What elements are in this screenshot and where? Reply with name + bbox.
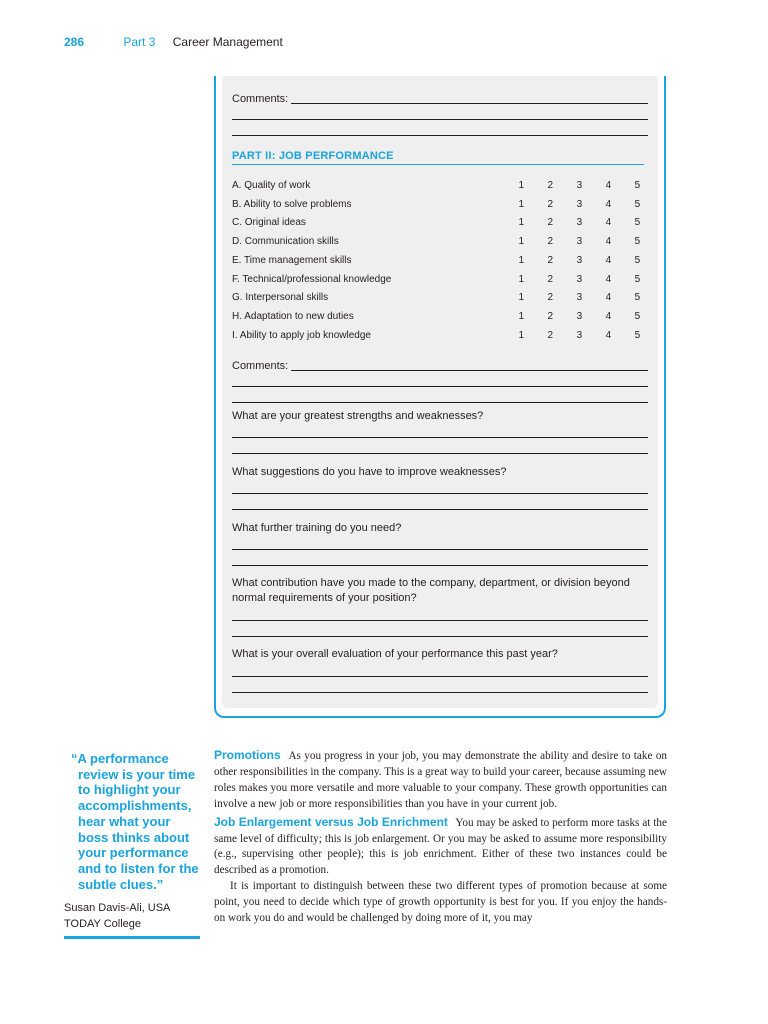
rating-option[interactable]: 5 bbox=[634, 198, 641, 210]
comments-label: Comments: bbox=[232, 360, 289, 372]
rating-option[interactable]: 3 bbox=[576, 217, 583, 229]
self-evaluation-form bbox=[214, 76, 666, 718]
answer-line[interactable] bbox=[232, 493, 648, 494]
rating-option[interactable]: 2 bbox=[547, 310, 554, 322]
criterion-label: D. Communication skills bbox=[232, 236, 339, 248]
rating-option[interactable]: 4 bbox=[605, 254, 612, 266]
rating-option[interactable]: 5 bbox=[634, 217, 641, 229]
criterion-label: C. Original ideas bbox=[232, 217, 306, 229]
distinguish-paragraph: It is important to distinguish between these two different types of promotion because at some point, you need to decide which type of growth opportunity is best for you. If you enjoy the hands-on work you do and would be challenged by doing more of it, you may bbox=[214, 880, 667, 925]
rating-option[interactable]: 1 bbox=[518, 273, 525, 285]
rating-option[interactable]: 2 bbox=[547, 273, 554, 285]
page-number: 286 bbox=[64, 35, 85, 49]
question-training: What further training do you need? bbox=[232, 522, 402, 534]
chapter-title: Career Management bbox=[172, 35, 283, 49]
criterion-label: H. Adaptation to new duties bbox=[232, 310, 354, 322]
criterion-label: B. Ability to solve problems bbox=[232, 198, 352, 210]
rating-option[interactable]: 5 bbox=[634, 292, 641, 304]
rating-option[interactable]: 5 bbox=[634, 329, 641, 341]
rating-option[interactable]: 5 bbox=[634, 310, 641, 322]
form-panel bbox=[222, 76, 658, 708]
rating-option[interactable]: 3 bbox=[576, 329, 583, 341]
rating-option[interactable]: 1 bbox=[518, 329, 525, 341]
rating-row bbox=[232, 289, 652, 308]
rating-table bbox=[232, 177, 652, 345]
sidebar-rule bbox=[64, 936, 200, 939]
rating-row bbox=[232, 177, 652, 196]
question-strengths: What are your greatest strengths and weaknesses? bbox=[232, 410, 484, 422]
rating-option[interactable]: 3 bbox=[576, 273, 583, 285]
rating-option[interactable]: 3 bbox=[576, 310, 583, 322]
rating-option[interactable]: 4 bbox=[605, 217, 612, 229]
answer-line[interactable] bbox=[232, 620, 648, 621]
rating-option[interactable]: 1 bbox=[518, 198, 525, 210]
criterion-label: F. Technical/professional knowledge bbox=[232, 273, 392, 285]
promotions-paragraph bbox=[214, 748, 667, 813]
part-label: Part 3 bbox=[123, 35, 156, 49]
rating-option[interactable]: 2 bbox=[547, 292, 554, 304]
quote-author: Susan Davis-Ali, USA bbox=[64, 902, 171, 915]
promotions-text: As you progress in your job, you may demonstrate the ability and desire to take on other responsibilities in the company. This is a great way to build your career, because assuming new roles makes you more versatile and more valuable to your company. These growth opportunities can involve a new job or more responsibilities than you have in your current job. bbox=[214, 750, 668, 810]
enlargement-paragraph bbox=[214, 815, 667, 880]
running-head bbox=[64, 35, 283, 49]
quote-source: TODAY College bbox=[64, 918, 142, 931]
rating-option[interactable]: 4 bbox=[605, 273, 612, 285]
promotions-heading: Promotions bbox=[214, 748, 281, 762]
body-text bbox=[214, 748, 667, 927]
answer-line[interactable] bbox=[232, 386, 648, 387]
rating-option[interactable]: 4 bbox=[605, 180, 612, 191]
answer-line[interactable] bbox=[232, 636, 648, 637]
rating-option[interactable]: 5 bbox=[634, 273, 641, 285]
quote-attribution bbox=[64, 900, 200, 932]
rating-row bbox=[232, 327, 652, 346]
answer-line[interactable] bbox=[232, 402, 648, 403]
rating-option[interactable]: 2 bbox=[547, 217, 554, 229]
answer-line[interactable] bbox=[232, 565, 648, 566]
rating-option[interactable]: 3 bbox=[576, 236, 583, 248]
question-suggestions: What suggestions do you have to improve weaknesses? bbox=[232, 466, 507, 478]
answer-line[interactable] bbox=[232, 135, 648, 136]
rating-option[interactable]: 5 bbox=[634, 254, 641, 266]
part2-comments bbox=[232, 359, 648, 373]
answer-line[interactable] bbox=[232, 692, 648, 693]
question-overall: What is your overall evaluation of your performance this past year? bbox=[232, 648, 558, 660]
rating-option[interactable]: 4 bbox=[605, 329, 612, 341]
criterion-label: E. Time management skills bbox=[232, 254, 352, 266]
rating-option[interactable]: 3 bbox=[576, 254, 583, 266]
part2-title: PART II: JOB PERFORMANCE bbox=[232, 150, 644, 165]
rating-option[interactable]: 1 bbox=[518, 180, 525, 191]
rating-option[interactable]: 2 bbox=[547, 329, 554, 341]
rating-row bbox=[232, 252, 652, 271]
rating-option[interactable]: 5 bbox=[634, 180, 641, 191]
answer-line[interactable] bbox=[232, 119, 648, 120]
pull-quote-sidebar bbox=[64, 751, 200, 939]
part1-comments bbox=[232, 92, 648, 106]
rating-option[interactable]: 5 bbox=[634, 236, 641, 248]
criterion-label: G. Interpersonal skills bbox=[232, 292, 329, 304]
rating-option[interactable]: 2 bbox=[547, 254, 554, 266]
rating-option[interactable]: 4 bbox=[605, 310, 612, 322]
answer-line[interactable] bbox=[232, 437, 648, 438]
rating-option[interactable]: 1 bbox=[518, 292, 525, 304]
question-contribution: What contribution have you made to the company, department, or division beyond normal requirements of your position? bbox=[232, 577, 630, 604]
rating-row bbox=[232, 308, 652, 327]
enlargement-text: You may be asked to perform more tasks at the same level of difficulty; this is job enlargement. Or you may be asked to assume more responsibility (e.g., supervising other people); this is job enrichment. Either of these two instances could be described as a promotion. bbox=[214, 816, 667, 877]
rating-option[interactable]: 4 bbox=[605, 198, 612, 210]
answer-line[interactable] bbox=[232, 549, 648, 550]
rating-option[interactable]: 3 bbox=[576, 198, 583, 210]
rating-option[interactable]: 4 bbox=[605, 292, 612, 304]
criterion-label: A. Quality of work bbox=[232, 180, 311, 191]
answer-line[interactable] bbox=[291, 370, 648, 371]
enlargement-heading: Job Enlargement versus Job Enrichment bbox=[214, 814, 448, 829]
rating-option[interactable]: 3 bbox=[576, 180, 583, 191]
pull-quote: “A performance review is your time to highlight your accomplishments, hear what your boss thinks about your performance and to listen for the subtle clues.” bbox=[71, 751, 199, 892]
rating-option[interactable]: 2 bbox=[547, 236, 554, 248]
rating-option[interactable]: 4 bbox=[605, 236, 612, 248]
criterion-label: I. Ability to apply job knowledge bbox=[232, 329, 371, 341]
answer-line[interactable] bbox=[232, 453, 648, 454]
rating-option[interactable]: 1 bbox=[518, 310, 525, 322]
rating-option[interactable]: 1 bbox=[518, 254, 525, 266]
comments-label: Comments: bbox=[232, 93, 289, 105]
rating-option[interactable]: 2 bbox=[547, 180, 554, 191]
answer-line[interactable] bbox=[291, 103, 648, 104]
answer-line[interactable] bbox=[232, 676, 648, 677]
rating-row bbox=[232, 196, 652, 215]
rating-option[interactable]: 3 bbox=[576, 292, 583, 304]
rating-row bbox=[232, 271, 652, 290]
rating-option[interactable]: 1 bbox=[518, 217, 525, 229]
rating-option[interactable]: 2 bbox=[547, 198, 554, 210]
answer-line[interactable] bbox=[232, 509, 648, 510]
rating-row bbox=[232, 214, 652, 233]
rating-option[interactable]: 1 bbox=[518, 236, 525, 248]
rating-row bbox=[232, 233, 652, 252]
